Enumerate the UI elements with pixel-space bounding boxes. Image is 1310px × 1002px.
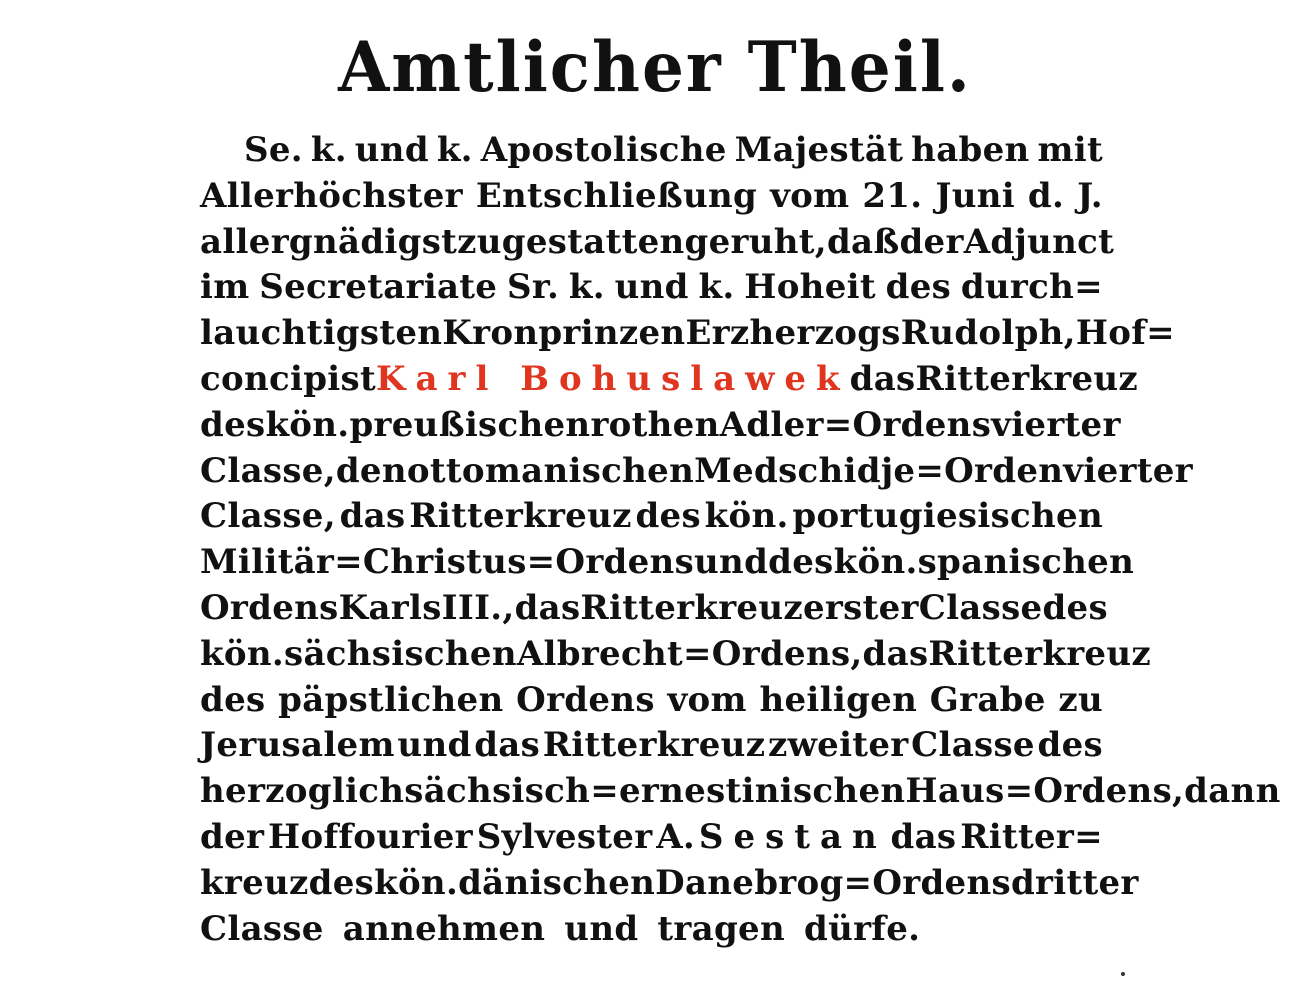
word: vom	[667, 679, 747, 720]
word: geruht,	[684, 221, 827, 262]
word: zweiter	[767, 725, 909, 766]
word: Haus=Ordens,	[905, 771, 1185, 812]
section-headline: Amtlicher Theil.	[338, 26, 972, 108]
word: das	[474, 725, 541, 766]
word: k.	[568, 267, 605, 308]
article-body	[200, 128, 1281, 952]
word: des	[200, 404, 266, 445]
word: annehmen	[342, 908, 546, 949]
text-line	[200, 128, 1103, 174]
word: concipist	[200, 358, 376, 399]
word: Jerusalem	[200, 725, 395, 766]
word: Ritterkreuz	[928, 633, 1151, 674]
word: und	[564, 908, 639, 949]
word: Hof=	[1075, 313, 1175, 354]
word: des	[200, 679, 266, 720]
word: Secretariate	[259, 267, 498, 308]
word: Hoheit	[744, 267, 876, 308]
word: des	[308, 862, 375, 903]
word: im	[200, 267, 250, 308]
text-line	[200, 311, 1175, 357]
word: Sr.	[507, 267, 560, 308]
word: vierter	[991, 404, 1121, 445]
word: Sylvester	[476, 816, 653, 857]
word: Classe	[200, 908, 324, 949]
word: kreuz	[200, 862, 309, 903]
print-speck	[1121, 972, 1125, 976]
word: kön.	[265, 404, 350, 445]
word: III.,	[441, 587, 515, 628]
word: Allerhöchster	[200, 175, 463, 216]
word: dürfe.	[804, 908, 921, 949]
word: Adjunct	[963, 221, 1115, 262]
word: kön.	[200, 633, 284, 674]
word: vom	[770, 175, 850, 216]
text-line	[200, 265, 1103, 311]
word: Albrecht=Ordens,	[516, 633, 863, 674]
text-line	[200, 907, 1103, 953]
word: daß	[826, 221, 900, 262]
word: Apostolische	[480, 130, 727, 170]
word: und	[354, 130, 429, 170]
word: das	[890, 816, 957, 857]
word: A.	[656, 816, 696, 857]
word: Grabe	[929, 679, 1046, 720]
word: dann	[1184, 771, 1281, 812]
word: Se.	[244, 130, 303, 170]
word: portugiesischen	[792, 496, 1103, 537]
text-line	[200, 632, 1151, 678]
spaced-name: Sestan	[698, 816, 887, 857]
word: J.	[1077, 175, 1103, 216]
text-line	[200, 357, 1139, 403]
word: kön.	[374, 862, 459, 903]
word: Hoffourier	[268, 816, 473, 857]
word: allergnädigst	[200, 221, 458, 262]
word: Adler=Ordens	[719, 404, 992, 445]
word: 21.	[862, 175, 923, 216]
text-line	[200, 449, 1193, 495]
text-line	[200, 174, 1103, 220]
word: Ordens	[516, 679, 655, 720]
text-line	[200, 494, 1103, 540]
word: des	[885, 267, 952, 308]
text-line	[200, 723, 1103, 769]
word: Classe,	[200, 496, 336, 537]
word: Ritterkreuz	[580, 587, 803, 628]
word: Erzherzogs	[685, 313, 901, 354]
word: k.	[310, 130, 347, 170]
word: Ritterkreuz	[409, 496, 632, 537]
word: sächsischen	[284, 633, 517, 674]
word: Majestät	[734, 130, 904, 170]
word: haben	[911, 130, 1030, 170]
word: gestatten	[501, 221, 685, 262]
word: des	[1042, 587, 1108, 628]
word: und	[614, 267, 689, 308]
word: das	[514, 587, 581, 628]
word: Rudolph,	[900, 313, 1076, 354]
word: zu	[1058, 679, 1103, 720]
word: Karls	[338, 587, 442, 628]
text-line	[200, 861, 1139, 907]
word: durch=	[960, 267, 1103, 308]
word: das	[862, 633, 929, 674]
word: herzoglich	[200, 771, 405, 812]
word: kön.	[704, 496, 789, 537]
word: das	[849, 358, 916, 399]
word: tragen	[657, 908, 785, 949]
word: der	[899, 221, 964, 262]
word: heiligen	[759, 679, 918, 720]
word: Entschließung	[475, 175, 758, 216]
word: Medschidje=Orden	[694, 450, 1064, 491]
word: Ritterkreuz	[542, 725, 766, 766]
word: des	[768, 542, 834, 583]
word: des	[1037, 725, 1103, 766]
word: rothen	[590, 404, 720, 445]
word: Danebrog=Ordens	[655, 862, 1011, 903]
word: Classe,	[200, 450, 336, 491]
word: den	[335, 450, 407, 491]
text-line	[200, 769, 1281, 815]
word: päpstlichen	[278, 679, 504, 720]
word: Militär=Christus=Ordens	[200, 542, 695, 583]
word: erster	[802, 587, 919, 628]
text-line	[200, 678, 1103, 724]
word: k.	[698, 267, 735, 308]
word: lauchtigsten	[200, 313, 443, 354]
word: dänischen	[458, 862, 656, 903]
word: mit	[1037, 130, 1103, 170]
word: des	[635, 496, 701, 537]
highlighted-name: Karl Bohuslawek	[375, 358, 850, 399]
word: sächsisch=ernestinischen	[404, 771, 906, 812]
word: kön.	[833, 542, 918, 583]
word: und	[694, 542, 769, 583]
word: preußischen	[349, 404, 591, 445]
word: d.	[1027, 175, 1065, 216]
text-line	[200, 586, 1108, 632]
text-line	[200, 540, 1135, 586]
word: Classe	[918, 587, 1043, 628]
text-line	[200, 815, 1103, 861]
word: der	[200, 816, 265, 857]
word: Classe	[911, 725, 1035, 766]
text-line	[200, 403, 1121, 449]
word: dritter	[1010, 862, 1139, 903]
word: Juni	[935, 175, 1015, 216]
word: Ordens	[200, 587, 339, 628]
word: spanischen	[917, 542, 1135, 583]
word: das	[339, 496, 406, 537]
word: k.	[436, 130, 473, 170]
word: vierter	[1063, 450, 1193, 491]
word: Ritterkreuz	[915, 358, 1139, 399]
word: Kronprinzen	[442, 313, 686, 354]
word: zu	[457, 221, 502, 262]
word: Ritter=	[960, 816, 1103, 857]
word: und	[397, 725, 472, 766]
word: ottomanischen	[406, 450, 695, 491]
text-line	[200, 220, 1115, 266]
